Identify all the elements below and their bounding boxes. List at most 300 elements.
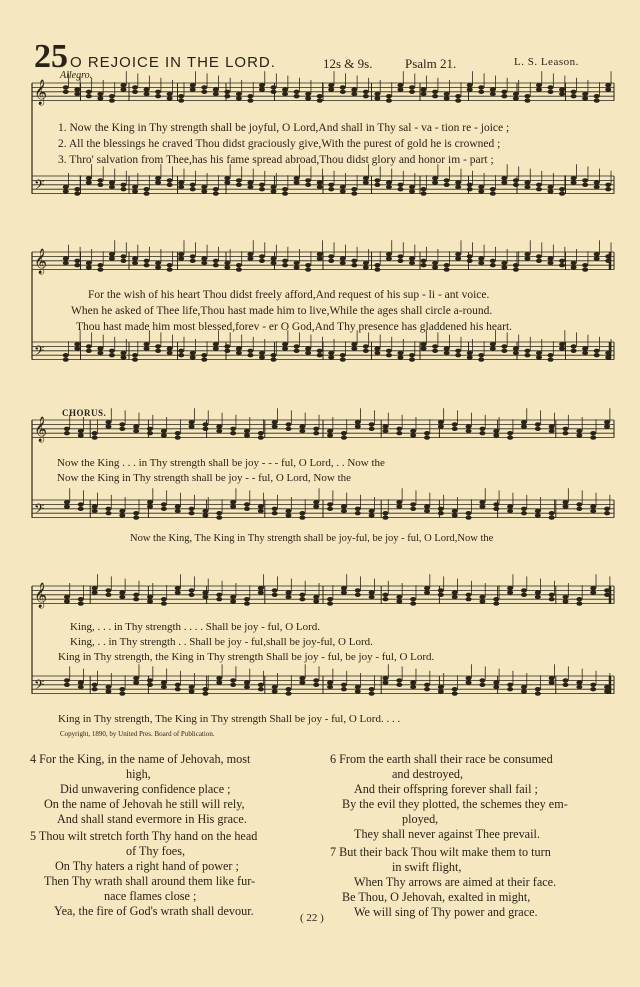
note-head: [161, 597, 167, 601]
note-head: [202, 513, 208, 517]
note-head: [258, 687, 264, 691]
note-head: [175, 586, 181, 590]
note-head: [63, 185, 69, 189]
verse-line: ployed,: [402, 812, 439, 826]
note-head: [189, 424, 195, 428]
note-head: [236, 178, 242, 182]
note-head: [147, 599, 153, 603]
note-head: [438, 593, 444, 597]
note-head: [341, 509, 347, 513]
note-head: [132, 357, 138, 361]
note-head: [190, 183, 196, 187]
note-head: [397, 83, 403, 87]
verse3-lyric-line-2: Thou hast made him most blessed,forev - er O God,And Thy presence has gladdened his heart.: [76, 321, 513, 333]
note-head: [396, 427, 402, 431]
note-head: [305, 96, 311, 100]
note-head: [190, 83, 196, 87]
note-head: [493, 429, 499, 433]
note-head: [386, 180, 392, 184]
note-head: [213, 342, 219, 346]
note-head: [119, 595, 125, 599]
note-head: [382, 680, 388, 684]
note-head: [478, 90, 484, 94]
note-head: [132, 90, 138, 94]
note-head: [410, 433, 416, 437]
note-head: [513, 351, 519, 355]
copyright-notice: Copyright, 1890, by United Pres. Board of Publication.: [60, 730, 215, 738]
note-head: [424, 504, 430, 508]
note-head: [74, 191, 80, 195]
note-head: [64, 431, 70, 435]
note-head: [286, 427, 292, 431]
note-head: [327, 502, 333, 506]
note-head: [524, 349, 530, 353]
note-head: [479, 431, 485, 435]
note-head: [363, 94, 369, 98]
note-head: [513, 183, 519, 187]
note-head: [535, 509, 541, 513]
note-head: [299, 597, 305, 601]
note-head: [78, 601, 84, 605]
note-head: [236, 267, 242, 271]
note-head: [340, 353, 346, 357]
note-head: [120, 351, 126, 355]
note-head: [386, 353, 392, 357]
note-head: [424, 683, 430, 687]
note-head: [452, 595, 458, 599]
note-head: [201, 85, 207, 89]
note-head: [305, 346, 311, 350]
note-head: [549, 676, 555, 680]
note-head: [144, 191, 150, 195]
note-head: [424, 435, 430, 439]
note-head: [452, 513, 458, 517]
verse-7: [330, 845, 620, 920]
chorus-lyric-alto: Now the King in Thy strength shall be joy - - ful, O Lord, Now the: [57, 472, 352, 484]
chorus-lyric-line-3: King in Thy strength, the King in Thy strength Shall be joy - ful, be joy - ful, O Lord.: [58, 651, 435, 663]
note-head: [341, 586, 347, 590]
note-head: [535, 590, 541, 594]
note-head: [424, 687, 430, 691]
note-head: [363, 344, 369, 348]
note-head: [421, 259, 427, 263]
note-head: [571, 349, 577, 353]
note-head: [272, 588, 278, 592]
note-head: [155, 265, 161, 269]
note-head: [355, 593, 361, 597]
note-head: [549, 429, 555, 433]
verse-line: of Thy foes,: [126, 844, 186, 858]
note-head: [478, 357, 484, 361]
note-head: [536, 259, 542, 263]
note-head: [175, 683, 181, 687]
note-head: [605, 83, 611, 87]
note-head: [97, 183, 103, 187]
note-head: [258, 586, 264, 590]
note-head: [190, 187, 196, 191]
note-head: [594, 185, 600, 189]
note-head: [355, 588, 361, 592]
note-head: [305, 92, 311, 96]
note-head: [167, 267, 173, 271]
note-head: [155, 94, 161, 98]
bass-clef: 𝄢: [34, 342, 45, 362]
note-head: [178, 180, 184, 184]
note-head: [549, 593, 555, 597]
note-head: [424, 586, 430, 590]
note-head: [421, 263, 427, 267]
note-head: [432, 261, 438, 265]
note-head: [120, 254, 126, 258]
note-head: [571, 344, 577, 348]
note-head: [92, 590, 98, 594]
note-head: [272, 511, 278, 515]
note-head: [479, 678, 485, 682]
note-head: [271, 85, 277, 89]
note-head: [396, 500, 402, 504]
note-head: [444, 351, 450, 355]
note-head: [202, 422, 208, 426]
note-head: [105, 424, 111, 428]
hymn-meter: 12s & 9s.: [323, 56, 373, 71]
note-head: [105, 420, 111, 424]
note-head: [286, 595, 292, 599]
verse-line: 5 Thou wilt stretch forth Thy hand on the head: [30, 829, 258, 843]
note-head: [594, 353, 600, 357]
note-head: [536, 254, 542, 258]
note-head: [92, 683, 98, 687]
note-head: [444, 183, 450, 187]
note-head: [363, 349, 369, 353]
note-head: [397, 183, 403, 187]
note-head: [421, 191, 427, 195]
note-head: [282, 263, 288, 267]
note-head: [513, 263, 519, 267]
note-head: [524, 256, 530, 260]
note-head: [501, 261, 507, 265]
note-head: [175, 431, 181, 435]
note-head: [571, 261, 577, 265]
note-head: [190, 351, 196, 355]
note-head: [175, 687, 181, 691]
note-head: [444, 346, 450, 350]
note-head: [161, 680, 167, 684]
note-head: [409, 185, 415, 189]
note-head: [382, 429, 388, 433]
note-head: [559, 259, 565, 263]
verse-line: and destroyed,: [392, 767, 464, 781]
note-head: [493, 502, 499, 506]
note-head: [175, 590, 181, 594]
note-head: [576, 433, 582, 437]
psalm-reference: Psalm 21.: [405, 56, 457, 71]
note-head: [244, 601, 250, 605]
note-head: [299, 515, 305, 519]
note-head: [432, 90, 438, 94]
note-head: [271, 185, 277, 189]
note-head: [155, 344, 161, 348]
note-head: [247, 180, 253, 184]
note-head: [97, 178, 103, 182]
note-head: [189, 511, 195, 515]
note-head: [576, 429, 582, 433]
note-head: [576, 502, 582, 506]
note-head: [132, 189, 138, 193]
note-head: [397, 355, 403, 359]
note-head: [351, 187, 357, 191]
note-head: [230, 427, 236, 431]
note-head: [294, 94, 300, 98]
note-head: [74, 259, 80, 263]
note-head: [521, 420, 527, 424]
note-head: [144, 92, 150, 96]
note-head: [438, 689, 444, 693]
note-head: [167, 351, 173, 355]
note-head: [244, 685, 250, 689]
verse-line: On the name of Jehovah he still will rely,: [44, 797, 245, 811]
note-head: [438, 511, 444, 515]
note-head: [175, 509, 181, 513]
note-head: [536, 87, 542, 91]
note-head: [548, 261, 554, 265]
note-head: [133, 680, 139, 684]
note-head: [369, 513, 375, 517]
note-head: [64, 683, 70, 687]
note-head: [294, 344, 300, 348]
note-head: [582, 92, 588, 96]
note-head: [479, 427, 485, 431]
note-head: [432, 265, 438, 269]
note-head: [493, 433, 499, 437]
note-head: [259, 254, 265, 258]
note-head: [190, 355, 196, 359]
note-head: [467, 351, 473, 355]
note-head: [97, 346, 103, 350]
note-head: [327, 680, 333, 684]
note-head: [363, 261, 369, 265]
note-head: [286, 422, 292, 426]
note-head: [479, 599, 485, 603]
note-head: [396, 504, 402, 508]
note-head: [132, 185, 138, 189]
note-head: [594, 256, 600, 260]
note-head: [382, 593, 388, 597]
note-head: [479, 500, 485, 504]
note-head: [563, 427, 569, 431]
chorus-lyric-line-1: King, . . . in Thy strength . . . . Shall be joy - ful, O Lord.: [70, 621, 321, 633]
note-head: [455, 252, 461, 256]
note-head: [161, 601, 167, 605]
verse-4: [30, 752, 320, 827]
note-head: [582, 346, 588, 350]
note-head: [272, 689, 278, 693]
note-head: [105, 689, 111, 693]
note-head: [224, 90, 230, 94]
note-head: [382, 515, 388, 519]
note-head: [92, 586, 98, 590]
note-head: [105, 593, 111, 597]
note-head: [105, 507, 111, 511]
note-head: [258, 590, 264, 594]
note-head: [216, 511, 222, 515]
note-head: [224, 261, 230, 265]
note-head: [559, 87, 565, 91]
note-head: [236, 183, 242, 187]
note-head: [327, 507, 333, 511]
note-head: [341, 683, 347, 687]
note-head: [328, 87, 334, 91]
note-head: [524, 252, 530, 256]
note-head: [524, 94, 530, 98]
note-head: [467, 187, 473, 191]
note-head: [201, 256, 207, 260]
note-head: [351, 191, 357, 195]
note-head: [259, 187, 265, 191]
note-head: [559, 92, 565, 96]
note-head: [513, 96, 519, 100]
note-head: [97, 96, 103, 100]
note-head: [147, 595, 153, 599]
note-head: [501, 349, 507, 353]
note-head: [513, 178, 519, 182]
verse-6: [330, 752, 620, 842]
note-head: [563, 595, 569, 599]
note-head: [133, 424, 139, 428]
note-head: [144, 87, 150, 91]
note-head: [120, 259, 126, 263]
note-head: [507, 683, 513, 687]
note-head: [64, 427, 70, 431]
note-head: [247, 94, 253, 98]
note-head: [478, 256, 484, 260]
note-head: [78, 502, 84, 506]
note-head: [535, 513, 541, 517]
note-head: [74, 87, 80, 91]
note-head: [97, 267, 103, 271]
note-head: [201, 185, 207, 189]
note-head: [147, 683, 153, 687]
note-head: [536, 351, 542, 355]
note-head: [563, 683, 569, 687]
note-head: [409, 256, 415, 260]
note-head: [410, 507, 416, 511]
note-head: [501, 180, 507, 184]
note-head: [559, 342, 565, 346]
note-head: [282, 259, 288, 263]
note-head: [63, 357, 69, 361]
note-head: [493, 685, 499, 689]
note-head: [421, 92, 427, 96]
verse-line: Be Thou, O Jehovah, exalted in might,: [342, 890, 531, 904]
note-head: [244, 429, 250, 433]
note-head: [328, 83, 334, 87]
note-head: [571, 180, 577, 184]
note-head: [328, 259, 334, 263]
note-head: [189, 593, 195, 597]
verse-5: [30, 829, 320, 919]
note-head: [374, 178, 380, 182]
note-head: [328, 355, 334, 359]
note-head: [549, 597, 555, 601]
note-head: [327, 597, 333, 601]
note-head: [64, 678, 70, 682]
note-head: [189, 420, 195, 424]
note-head: [178, 353, 184, 357]
note-head: [594, 252, 600, 256]
note-head: [224, 94, 230, 98]
note-head: [271, 357, 277, 361]
note-head: [74, 92, 80, 96]
note-head: [478, 353, 484, 357]
note-head: [369, 427, 375, 431]
note-head: [178, 185, 184, 189]
note-head: [521, 593, 527, 597]
note-head: [466, 515, 472, 519]
note-head: [444, 263, 450, 267]
note-head: [167, 178, 173, 182]
note-head: [424, 590, 430, 594]
note-head: [120, 83, 126, 87]
note-head: [438, 420, 444, 424]
note-head: [340, 357, 346, 361]
note-head: [396, 678, 402, 682]
note-head: [299, 676, 305, 680]
verse-line: Did unwavering confidence place ;: [60, 782, 231, 796]
note-head: [559, 187, 565, 191]
note-head: [201, 261, 207, 265]
note-head: [521, 511, 527, 515]
note-head: [119, 422, 125, 426]
note-head: [230, 678, 236, 682]
note-head: [351, 346, 357, 350]
note-head: [452, 427, 458, 431]
note-head: [109, 94, 115, 98]
note-head: [548, 90, 554, 94]
hymn-number: 25: [34, 38, 68, 75]
note-head: [409, 90, 415, 94]
note-head: [582, 183, 588, 187]
note-head: [424, 431, 430, 435]
note-head: [230, 595, 236, 599]
note-head: [133, 676, 139, 680]
note-head: [313, 500, 319, 504]
note-head: [317, 98, 323, 102]
note-head: [317, 252, 323, 256]
note-head: [271, 353, 277, 357]
note-head: [230, 683, 236, 687]
note-head: [397, 254, 403, 258]
note-head: [216, 676, 222, 680]
note-head: [282, 187, 288, 191]
note-head: [467, 254, 473, 258]
note-head: [438, 685, 444, 689]
note-head: [74, 346, 80, 350]
note-head: [202, 509, 208, 513]
note-head: [455, 256, 461, 260]
note-head: [582, 263, 588, 267]
note-head: [594, 94, 600, 98]
note-head: [432, 180, 438, 184]
note-head: [524, 353, 530, 357]
note-head: [305, 267, 311, 271]
note-head: [202, 595, 208, 599]
note-head: [466, 424, 472, 428]
note-head: [563, 678, 569, 682]
note-head: [535, 687, 541, 691]
note-head: [466, 680, 472, 684]
note-head: [236, 263, 242, 267]
verse-line: in swift flight,: [392, 860, 462, 874]
